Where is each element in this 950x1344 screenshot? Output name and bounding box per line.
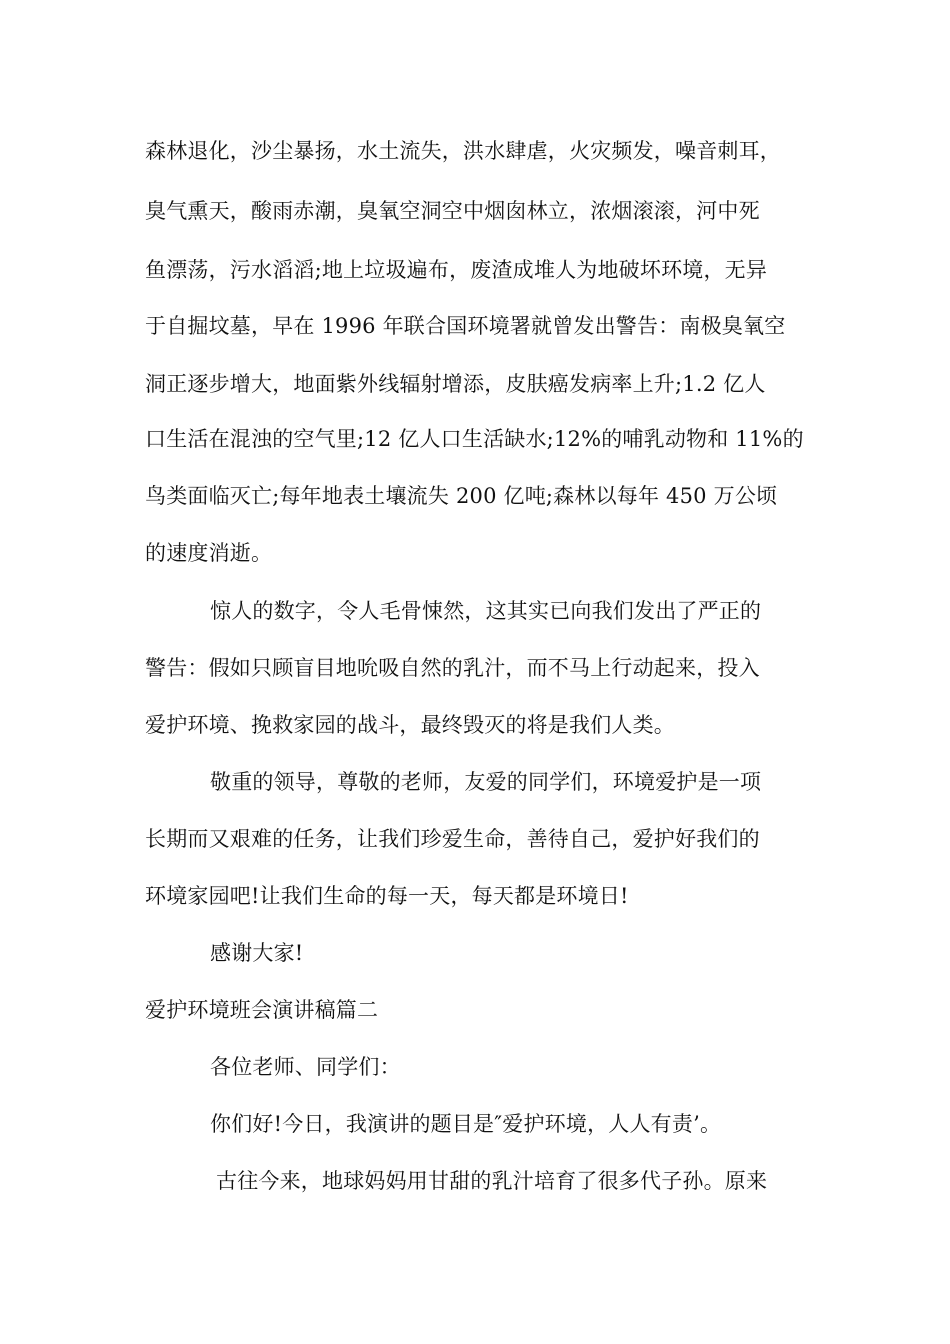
paragraph-first-line: 惊人的数字，令人毛骨悚然，这其实已向我们发出了严正的 [210, 599, 762, 623]
closing-line: 感谢大家! [210, 941, 304, 965]
text-line: 于自掘坟墓，早在 1996 年联合国环境署就曾发出警告：南极臭氧空 [145, 314, 786, 338]
text-line: 鱼漂荡，污水滔滔;地上垃圾遍布，废渣成堆人为地破坏环境，无异 [145, 258, 768, 282]
text-line: 洞正逐步增大，地面紫外线辐射增添，皮肤癌发病率上升;1.2 亿人 [145, 372, 766, 396]
text-line: 口生活在混浊的空气里;12 亿人口生活缺水;12%的哺乳动物和 11%的 [145, 427, 804, 451]
text-line: 的速度消逝。 [145, 541, 273, 565]
paragraph-first-line: 你们好!今日，我演讲的题目是″爱护环境，人人有责’。 [210, 1112, 722, 1136]
text-line: 臭气熏天，酸雨赤潮，臭氧空洞空中烟囱林立，浓烟滚滚，河中死 [145, 199, 760, 223]
text-line: 长期而又艰难的任务，让我们珍爱生命，善待自己，爱护好我们的 [145, 827, 760, 851]
text-line: 警告：假如只顾盲目地吮吸自然的乳汁，而不马上行动起来，投入 [145, 656, 760, 680]
section-heading: 爱护环境班会演讲稿篇二 [145, 998, 379, 1022]
text-line: 爱护环境、挽救家园的战斗，最终毁灭的将是我们人类。 [145, 713, 675, 737]
text-line: 鸟类面临灭亡;每年地表土壤流失 200 亿吨;森林以每年 450 万公顷 [145, 484, 778, 508]
paragraph-first-line: 古往今来，地球妈妈用甘甜的乳汁培育了很多代子孙。原来 [216, 1169, 768, 1193]
salutation: 各位老师、同学们： [210, 1055, 401, 1079]
text-line: 环境家园吧!让我们生命的每一天，每天都是环境日! [145, 884, 629, 908]
text-line: 森林退化，沙尘暴扬，水土流失，洪水肆虐，火灾频发，噪音刺耳， [145, 139, 781, 163]
paragraph-first-line: 敬重的领导，尊敬的老师，友爱的同学们，环境爱护是一项 [210, 770, 762, 794]
